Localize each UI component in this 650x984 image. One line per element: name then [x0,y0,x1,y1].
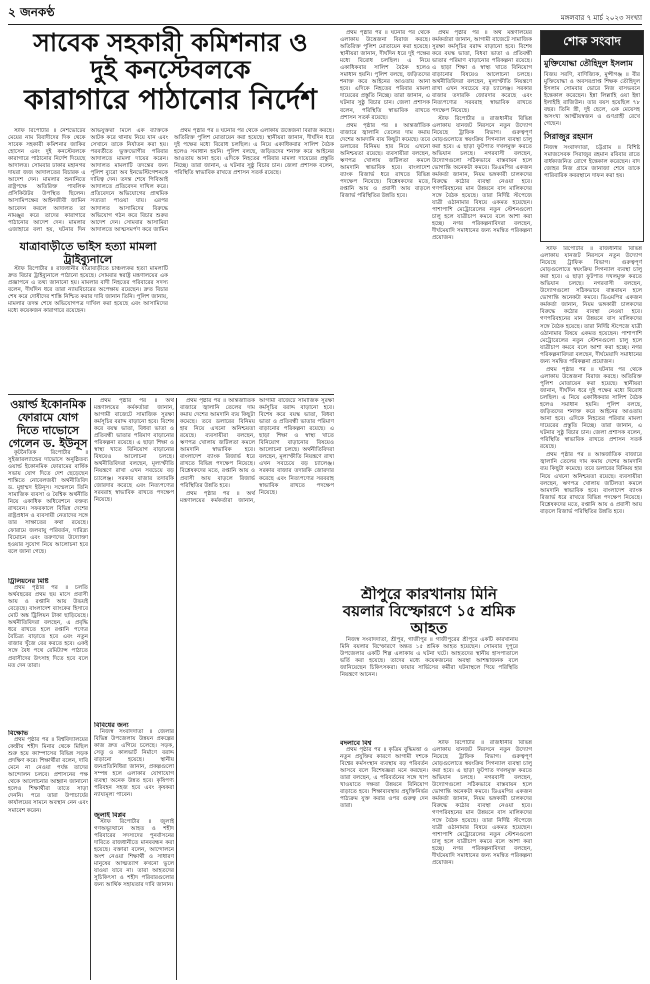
obituary-box [540,30,644,242]
center-column-text: প্রথম পৃষ্ঠার পর ॥ ঘটনার পর থেকে এলাকায় উত্তেজনা বিরাজ করছে। অতিরিক্ত পুলিশ মোতায়েন করা হয়েছে। স্থানীয়রা জানান, দীর্ঘদিন ধরে দুই পক্ষের মধ্যে বিরোধ চলছিল। এ নিয়ে একাধিকবার সালিশ বৈঠক হলেও সমাধান হয়নি। পুলিশ বলছে, জড়িতদের শনাক্ত করে আইনের আওতায় আনা হবে। এদিকে নিহতের পরিবার মামলা দায়েরের প্রস্তুতি নিচ্ছে। তারা জানান, এ ঘটনার সুষ্ঠু বিচার চান। জেলা প্রশাসক বলেন, পরিস্থিতি স্বাভাবিক রাখতে প্রশাসন সতর্ক রয়েছে। [340,30,430,121]
story-world-headline: বদলাবে বিশ্ব [340,740,372,747]
story-world [340,740,428,980]
story-world-body: প্রথম পৃষ্ঠার পর ॥ কৃত্রিম বুদ্ধিমত্তা ও নতুন প্রযুক্তির কারণে আগামী দশকে বিশ্বের কর্মসংস্থান ব্যবস্থায় বড় পরিবর্তন আসবে বলে বিশেষজ্ঞরা মনে করছেন। তারা বলছেন, এ পরিবর্তনের সঙ্গে খাপ খাওয়াতে দক্ষতা উন্নয়নে বিনিয়োগ বাড়াতে হবে। শিক্ষাব্যবস্থায় প্রযুক্তিনির্ভর পাঠ্যক্রম যুক্ত করার ওপর গুরুত্ব দেন তারা। [340,747,428,810]
lead-headline-line1: সাবেক সহকারী কমিশনার ও [33,28,308,57]
right-column-text: স্টাফ রিপোর্টার ॥ রাজধানীর বিভিন্ন এলাকায় যানজট নিরসনে নতুন উদ্যোগ নিয়েছে ট্রাফিক বিভাগ। গুরুত্বপূর্ণ মোড়গুলোতে স্বয়ংক্রিয় সিগন্যাল ব্যবস্থা চালু করা হবে। এ ছাড়া ফুটপাত দখলমুক্ত করতে অভিযান চলছে। নগরবাসী বলছেন, উদ্যোগগুলো সঠিকভাবে বাস্তবায়ন হলে ভোগান্তি অনেকটা কমবে। ডিএমপির একজন কর্মকর্তা জানান, নিয়ম ভঙ্গকারী চালকদের বিরুদ্ধে কঠোর ব্যবস্থা নেওয়া হবে। গণপরিবহনের মান উন্নয়নে বাস মালিকদের সঙ্গে বৈঠক হয়েছে। তারা নির্দিষ্ট স্টপেজে যাত্রী ওঠানামার বিষয়ে একমত হয়েছেন। পাশাপাশি মেট্রোরেলের নতুন স্টেশনগুলো চালু হলে যাত্রীচাপ কমবে বলে আশা করা হচ্ছে। নগর পরিকল্পনাবিদরা বলছেন, দীর্ঘমেয়াদি সমাধানের জন্য সমন্বিত পরিকল্পনা প্রয়োজন। [540,246,642,365]
obituary-title: শোক সংবাদ [541,31,643,55]
story-july-body: স্টাফ রিপোর্টার ॥ জুলাই গণঅভ্যুত্থানে আহত ও শহীদ পরিবারের সদস্যদের পুনর্বাসনের দাবিতে রাজধানীতে মানববন্ধন করা হয়েছে। বক্তারা বলেন, আন্দোলনে অংশ নেওয়া শিক্ষার্থী ও সাধারণ মানুষের আত্মত্যাগ কখনো ভুলে যাওয়া যাবে না। তারা আহতদের সুচিকিৎসা ও শহীদ পরিবারগুলোর জন্য আর্থিক সহায়তার দাবি জানান। [94,819,174,889]
story-misc-headline: বিবিধের জন্য [94,722,129,729]
story-protest-headline: বিক্ষোভ [8,730,29,737]
story-boiler-headline: শ্রীপুরে কারখানায় মিনি বয়লার বিস্ফোরণে ১৫ শ্রমিক আহত [342,586,516,637]
story-wef [8,398,88,576]
story-boiler-body: নিজস্ব সংবাদদাতা, শ্রীপুর, গাজীপুর ॥ গাজীপুরের শ্রীপুরে একটি কারখানায় মিনি বয়লার বিস্ফোরণে অন্তত ১৫ শ্রমিক আহত হয়েছেন। সোমবার দুপুরে উপজেলার একটি শিল্প এলাকায় এ ঘটনা ঘটে। আহতদের স্থানীয় হাসপাতালে ভর্তি করা হয়েছে। তাদের মধ্যে কয়েকজনের অবস্থা আশঙ্কাজনক বলে জানিয়েছেন চিকিৎসকরা। ফায়ার সার্ভিসের কর্মীরা ঘটনাস্থলে গিয়ে পরিস্থিতি নিয়ন্ত্রণে আনেন। [340,637,518,679]
column-rule [90,398,91,980]
page-number: ২ জনকণ্ঠ [8,5,55,19]
lead-continuation-text: প্রথম পৃষ্ঠার পর ॥ ঘটনার পর থেকে এলাকায় উত্তেজনা বিরাজ করছে। অতিরিক্ত পুলিশ মোতায়েন করা হয়েছে। স্থানীয়রা জানান, দীর্ঘদিন ধরে দুই পক্ষের মধ্যে বিরোধ চলছিল। এ নিয়ে একাধিকবার সালিশ বৈঠক হলেও সমাধান হয়নি। পুলিশ বলছে, জড়িতদের শনাক্ত করে আইনের আওতায় আনা হবে। এদিকে নিহতের পরিবার মামলা দায়েরের প্রস্তুতি নিচ্ছে। তারা জানান, এ ঘটনার সুষ্ঠু বিচার চান। জেলা প্রশাসক বলেন, পরিস্থিতি স্বাভাবিক রাখতে প্রশাসন সতর্ক রয়েছে। [174,128,334,177]
column-2-text [94,398,174,720]
story-trillion-headline: ট্রিলিয়নের মিষ্টি [8,578,49,585]
column-5-text [432,30,532,584]
obituary-text-2: নিজস্ব সংবাদদাতা, চট্টগ্রাম ॥ বিশিষ্ট সমাজসেবক সিরাজুর রহমান রবিবার রাতে বার্ধক্যজনিত রোগে ইন্তেকাল করেছেন। বাদ জোহর নিজ গ্রামে জানাজা শেষে তাকে পারিবারিক কবরস্থানে দাফন করা হয়। [544,145,640,179]
lead-headline [8,30,333,115]
story-wef-body: কূটনৈতিক রিপোর্টার ॥ সুইজারল্যান্ডের দাভোসে অনুষ্ঠিতব্য ওয়ার্ল্ড ইকোনমিক ফোরামের বার্ষিক সভায় যোগ দিতে দেশ ছেড়েছেন শান্তিতে নোবেলজয়ী অর্থনীতিবিদ ড. মুহাম্মদ ইউনূস। সম্মেলনে তিনি সামাজিক ব্যবসা ও বৈশ্বিক অর্থনীতি নিয়ে একাধিক অধিবেশনে বক্তব্য রাখবেন। সফরকালে বিভিন্ন দেশের রাষ্ট্রপ্রধান ও ব্যবসায়ী নেতাদের সঙ্গে তার সাক্ষাতের কথা রয়েছে। ফোরামে জলবায়ু পরিবর্তন, দারিদ্র্য বিমোচন এবং তরুণদের উদ্যোক্তা হওয়ার সুযোগ নিয়ে আলোচনা হবে বলে জানা গেছে। [8,450,88,555]
column-rule [176,398,177,980]
right-column-text-2: প্রথম পৃষ্ঠার পর ॥ ঘটনার পর থেকে এলাকায় উত্তেজনা বিরাজ করছে। অতিরিক্ত পুলিশ মোতায়েন করা হয়েছে। স্থানীয়রা জানান, দীর্ঘদিন ধরে দুই পক্ষের মধ্যে বিরোধ চলছিল। এ নিয়ে একাধিকবার সালিশ বৈঠক হলেও সমাধান হয়নি। পুলিশ বলছে, জড়িতদের শনাক্ত করে আইনের আওতায় আনা হবে। এদিকে নিহতের পরিবার মামলা দায়েরের প্রস্তুতি নিচ্ছে। তারা জানান, এ ঘটনার সুষ্ঠু বিচার চান। জেলা প্রশাসক বলেন, পরিস্থিতি স্বাভাবিক রাখতে প্রশাসন সতর্ক রয়েছে। [540,366,642,451]
lead-continuation [174,128,334,390]
column-3-text [180,398,334,980]
column-3-paragraph: প্রথম পৃষ্ঠার পর ॥ আন্তর্জাতিক বাজারে জ্বালানি তেলের দাম কমায় দেশের আমদানি ব্যয় কিছুটা কমেছে। তবে ডলারের বিনিময় হার নিয়ে এখনো অনিশ্চয়তা রয়েছে। ব্যবসায়ীরা বলছেন, ঋণপত্র খোলায় জটিলতা কমলে আমদানি স্বাভাবিক হবে। বাংলাদেশ ব্যাংক রিজার্ভ ধরে রাখতে বিভিন্ন পদক্ষেপ নিয়েছে। বিশ্লেষকদের মতে, রপ্তানি আয় ও প্রবাসী আয় বাড়লে রিজার্ভ পরিস্থিতির উন্নতি হবে। [180,398,255,489]
center-column-text-2: প্রথম পৃষ্ঠার পর ॥ আন্তর্জাতিক বাজারে জ্বালানি তেলের দাম কমায় দেশের আমদানি ব্যয় কিছুটা কমেছে। তবে ডলারের বিনিময় হার নিয়ে এখনো অনিশ্চয়তা রয়েছে। ব্যবসায়ীরা বলছেন, ঋণপত্র খোলায় জটিলতা কমলে আমদানি স্বাভাবিক হবে। বাংলাদেশ ব্যাংক রিজার্ভ ধরে রাখতে বিভিন্ন পদক্ষেপ নিয়েছে। বিশ্লেষকদের মতে, রপ্তানি আয় ও প্রবাসী আয় বাড়লে রিজার্ভ পরিস্থিতির উন্নতি হবে। [340,122,430,200]
right-column [540,246,642,980]
story-july [94,812,174,980]
story-protest-body: প্রথম পৃষ্ঠার পর ॥ বিশ্ববিদ্যালয়ের কেন্দ্রীয় শহীদ মিনার থেকে মিছিল শুরু হয়ে ক্যাম্পাসের বিভিন্ন সড়ক প্রদক্ষিণ করে। শিক্ষার্থীরা বলেন, দাবি মেনে না নেওয়া পর্যন্ত তাদের আন্দোলন চলবে। প্রশাসনের পক্ষ থেকে আলোচনার আহ্বান জানানো হলেও শিক্ষার্থীরা তাতে সাড়া দেননি। পরে তারা উপাচার্যের কার্যালয়ের সামনে অবস্থান নেন এবং সমাবেশ করেন। [8,737,88,814]
obituary-text-1: বিজয় সরণি, বাণিজ্যিক, মুন্সীগঞ্জ ॥ বীর মুক্তিযোদ্ধা ও অবসরপ্রাপ্ত শিক্ষক তৌহিদুল ইসলাম সোমবার ভোরে নিজ বাসভবনে ইন্তেকাল করেছেন। ইন্না লিল্লাহি ওয়া ইন্না ইলাইহি রাজিউন। তার বয়স হয়েছিল ৭৮ বছর। তিনি স্ত্রী, দুই ছেলে, এক মেয়েসহ অসংখ্য আত্মীয়স্বজন ও গুণগ্রাহী রেখে গেছেন। [544,72,640,127]
column-5-lower [432,740,532,980]
story-protest [8,730,88,980]
story-trillion-body: প্রথম পৃষ্ঠার পর ॥ চলতি অর্থবছরের প্রথম ছয় মাসে প্রবাসী আয় ও রপ্তানি আয় উভয়ই বেড়েছে। বাংলাদেশ ব্যাংকের হিসাবে মোট অঙ্ক ট্রিলিয়ন টাকা ছাড়িয়েছে। অর্থনীতিবিদরা বলছেন, এ প্রবৃদ্ধি ধরে রাখতে হলে রপ্তানি পণ্যের বৈচিত্র্য বাড়াতে হবে এবং নতুন বাজার খুঁজে বের করতে হবে। একই সঙ্গে বৈধ পথে রেমিট্যান্স পাঠাতে প্রবাসীদের উৎসাহ দিতে হবে বলে মত দেন তারা। [8,585,88,669]
obituary-name-1: মুক্তিযোদ্ধা তৌহিদুল ইসলাম [544,59,633,68]
story-boiler [340,586,518,736]
lead-body [8,128,168,238]
story-wef-headline: ওয়ার্ল্ড ইকোনমিক ফোরামে যোগ দিতে দাভোসে গেলেন ড. ইউনূস [8,398,88,450]
page-date: মঙ্গলবার ৭ মার্চ ২০২৩ সংখ্যা [560,14,642,22]
page-header [8,4,642,25]
story-yatrabari [8,240,168,390]
lead-body-text: স্টাফ রিপোর্টার ॥ নৈশভোটের মেয়ের নাম বিবাদীদের দিক থেকে সাবেক সহকারী কমিশনার জাকির হোসেন এবং দুই কনস্টেবলকে কারাগারে পাঠানোর নির্দেশ দিয়েছে আদালত। সোমবার ঢাকার মহানগর দায়রা জজ আদালতের বিচারক এ আদেশ দেন। মামলার শুনানিতে রাষ্ট্রপক্ষে অতিরিক্ত পাবলিক প্রসিকিউটর উপস্থিত ছিলেন। আসামিপক্ষের আইনজীবী জামিন আবেদন করলে আদালত তা নামঞ্জুর করে তাদের কারাগারে পাঠানোর আদেশ দেন। মামলার এজাহারে বলা হয়, ঘটনার দিন অভিযুক্তরা মিলে এক ব্যক্তিকে আটক করে থানায় নিয়ে যান এবং সেখানে তাকে নির্যাতন করা হয়। পরবর্তীতে ভুক্তভোগীর পরিবার আদালতে মামলা দায়ের করেন। আদালত মামলাটি তদন্তের জন্য পুলিশ ব্যুরো অব ইনভেস্টিগেশনকে দায়িত্ব দেন। তদন্ত শেষে পিবিআই আদালতে প্রতিবেদন দাখিল করে। প্রতিবেদনে অভিযোগের প্রাথমিক সত্যতা পাওয়া যায়। এরপর আদালত আসামিদের বিরুদ্ধে অভিযোগ গঠন করে বিচার শুরুর আদেশ দেন। সোমবার আসামিরা আদালতে আত্মসমর্পণ করে জামিন [8,128,168,233]
story-misc [94,722,174,810]
story-misc-body: নিজস্ব সংবাদদাতা ॥ জেলার বিভিন্ন উপজেলায় উন্নয়ন প্রকল্পের কাজ দ্রুত এগিয়ে চলেছে। সড়ক, সেতু ও কালভার্ট নির্মাণে বরাদ্দ বাড়ানো হয়েছে। স্থানীয় জনপ্রতিনিধিরা জানান, প্রকল্পগুলো সম্পন্ন হলে এলাকার যোগাযোগ ব্যবস্থা অনেক উন্নত হবে। কৃষিপণ্য পরিবহন সহজ হবে এবং কৃষকরা ন্যায্যমূল্য পাবেন। [94,729,174,799]
right-column-text-3: প্রথম পৃষ্ঠার পর ॥ আন্তর্জাতিক বাজারে জ্বালানি তেলের দাম কমায় দেশের আমদানি ব্যয় কিছুটা কমেছে। তবে ডলারের বিনিময় হার নিয়ে এখনো অনিশ্চয়তা রয়েছে। ব্যবসায়ীরা বলছেন, ঋণপত্র খোলায় জটিলতা কমলে আমদানি স্বাভাবিক হবে। বাংলাদেশ ব্যাংক রিজার্ভ ধরে রাখতে বিভিন্ন পদক্ষেপ নিয়েছে। বিশ্লেষকদের মতে, রপ্তানি আয় ও প্রবাসী আয় বাড়লে রিজার্ভ পরিস্থিতির উন্নতি হবে। [540,452,642,515]
story-trillion [8,578,88,728]
story-yatrabari-headline: যাত্রাবাড়ীতে ভাইস হত্যা মামলা ট্রাইব্যুনালে [19,240,157,266]
column-5-paragraph: প্রথম পৃষ্ঠার পর ॥ অর্থ মন্ত্রণালয়ের কর্মকর্তারা জানান, আগামী বাজেটে সামাজিক সুরক্ষা কর্মসূচির বরাদ্দ বাড়ানো হবে। বিশেষ করে বয়স্ক ভাতা, বিধবা ভাতা ও প্রতিবন্ধী ভাতার পরিমাণ বাড়ানোর পরিকল্পনা রয়েছে। এ ছাড়া শিক্ষা ও স্বাস্থ্য খাতে বিনিয়োগ বাড়ানোর বিষয়েও আলোচনা চলছে। অর্থনীতিবিদরা বলছেন, মূল্যস্ফীতি নিয়ন্ত্রণে রাখা এখন সবচেয়ে বড় চ্যালেঞ্জ। সরকার বাজার তদারকি জোরদার করেছে এবং নিত্যপণ্যের সরবরাহ স্বাভাবিক রাখতে পদক্ষেপ নিয়েছে। [432,30,532,114]
divider [8,394,334,395]
lead-headline-line2: দুই কনস্টেবলকে [90,54,251,84]
column-2-paragraph: প্রথম পৃষ্ঠার পর ॥ অর্থ মন্ত্রণালয়ের কর্মকর্তারা জানান, আগামী বাজেটে সামাজিক সুরক্ষা কর্মসূচির বরাদ্দ বাড়ানো হবে। বিশেষ করে বয়স্ক ভাতা, বিধবা ভাতা ও প্রতিবন্ধী ভাতার পরিমাণ বাড়ানোর পরিকল্পনা রয়েছে। এ ছাড়া শিক্ষা ও স্বাস্থ্য খাতে বিনিয়োগ বাড়ানোর বিষয়েও আলোচনা চলছে। অর্থনীতিবিদরা বলছেন, মূল্যস্ফীতি নিয়ন্ত্রণে রাখা এখন সবচেয়ে বড় চ্যালেঞ্জ। সরকার বাজার তদারকি জোরদার করেছে এবং নিত্যপণ্যের সরবরাহ স্বাভাবিক রাখতে পদক্ষেপ নিয়েছে। [94,398,174,503]
lead-headline-line3: কারাগারে পাঠানোর নির্দেশ [24,83,317,116]
column-5-paragraph-2: স্টাফ রিপোর্টার ॥ রাজধানীর বিভিন্ন এলাকায় যানজট নিরসনে নতুন উদ্যোগ নিয়েছে ট্রাফিক বিভাগ। গুরুত্বপূর্ণ মোড়গুলোতে স্বয়ংক্রিয় সিগন্যাল ব্যবস্থা চালু করা হবে। এ ছাড়া ফুটপাত দখলমুক্ত করতে অভিযান চলছে। নগরবাসী বলছেন, উদ্যোগগুলো সঠিকভাবে বাস্তবায়ন হলে ভোগান্তি অনেকটা কমবে। ডিএমপির একজন কর্মকর্তা জানান, নিয়ম ভঙ্গকারী চালকদের বিরুদ্ধে কঠোর ব্যবস্থা নেওয়া হবে। গণপরিবহনের মান উন্নয়নে বাস মালিকদের সঙ্গে বৈঠক হয়েছে। তারা নির্দিষ্ট স্টপেজে যাত্রী ওঠানামার বিষয়ে একমত হয়েছেন। পাশাপাশি মেট্রোরেলের নতুন স্টেশনগুলো চালু হলে যাত্রীচাপ কমবে বলে আশা করা হচ্ছে। নগর পরিকল্পনাবিদরা বলছেন, দীর্ঘমেয়াদি সমাধানের জন্য সমন্বিত পরিকল্পনা প্রয়োজন। [432,115,532,242]
story-july-headline: জুলাই বিপ্লব [94,812,126,819]
story-yatrabari-body: স্টাফ রিপোর্টার ॥ রাজধানীর যাত্রাবাড়ীতে চাঞ্চল্যকর হত্যা মামলাটি দ্রুত বিচার ট্রাইব্যুনালে পাঠানো হয়েছে। সোমবার স্বরাষ্ট্র মন্ত্রণালয়ের এক প্রজ্ঞাপনে এ তথ্য জানানো হয়। মামলার বাদী নিহতের পরিবারের সদস্য বলেন, দীর্ঘদিন ধরে তারা ন্যায়বিচারের অপেক্ষায় রয়েছেন। দ্রুত বিচার শেষ করে দোষীদের শাস্তি নিশ্চিত করার দাবি জানান তিনি। পুলিশ জানায়, মামলার তদন্ত শেষে অভিযোগপত্র দাখিল করা হয়েছে এবং আসামিদের মধ্যে কয়েকজন কারাগারে রয়েছেন। [8,266,168,315]
column-5-lower-paragraph: স্টাফ রিপোর্টার ॥ রাজধানীর বিভিন্ন এলাকায় যানজট নিরসনে নতুন উদ্যোগ নিয়েছে ট্রাফিক বিভাগ। গুরুত্বপূর্ণ মোড়গুলোতে স্বয়ংক্রিয় সিগন্যাল ব্যবস্থা চালু করা হবে। এ ছাড়া ফুটপাত দখলমুক্ত করতে অভিযান চলছে। নগরবাসী বলছেন, উদ্যোগগুলো সঠিকভাবে বাস্তবায়ন হলে ভোগান্তি অনেকটা কমবে। ডিএমপির একজন কর্মকর্তা জানান, নিয়ম ভঙ্গকারী চালকদের বিরুদ্ধে কঠোর ব্যবস্থা নেওয়া হবে। গণপরিবহনের মান উন্নয়নে বাস মালিকদের সঙ্গে বৈঠক হয়েছে। তারা নির্দিষ্ট স্টপেজে যাত্রী ওঠানামার বিষয়ে একমত হয়েছেন। পাশাপাশি মেট্রোরেলের নতুন স্টেশনগুলো চালু হলে যাত্রীচাপ কমবে বলে আশা করা হচ্ছে। নগর পরিকল্পনাবিদরা বলছেন, দীর্ঘমেয়াদি সমাধানের জন্য সমন্বিত পরিকল্পনা প্রয়োজন। [432,740,532,866]
obituary-name-2: সিরাজুর রহমান [544,132,593,141]
column-3-paragraph-2: প্রথম পৃষ্ঠার পর ॥ অর্থ মন্ত্রণালয়ের কর্মকর্তারা জানান, আগামী বাজেটে সামাজিক সুরক্ষা কর্মসূচির বরাদ্দ বাড়ানো হবে। বিশেষ করে বয়স্ক ভাতা, বিধবা ভাতা ও প্রতিবন্ধী ভাতার পরিমাণ বাড়ানোর পরিকল্পনা রয়েছে। এ ছাড়া শিক্ষা ও স্বাস্থ্য খাতে বিনিয়োগ বাড়ানোর বিষয়েও আলোচনা চলছে। অর্থনীতিবিদরা বলছেন, মূল্যস্ফীতি নিয়ন্ত্রণে রাখা এখন সবচেয়ে বড় চ্যালেঞ্জ। সরকার বাজার তদারকি জোরদার করেছে এবং নিত্যপণ্যের সরবরাহ স্বাভাবিক রাখতে পদক্ষেপ নিয়েছে। [180,398,334,504]
center-column [340,30,430,584]
